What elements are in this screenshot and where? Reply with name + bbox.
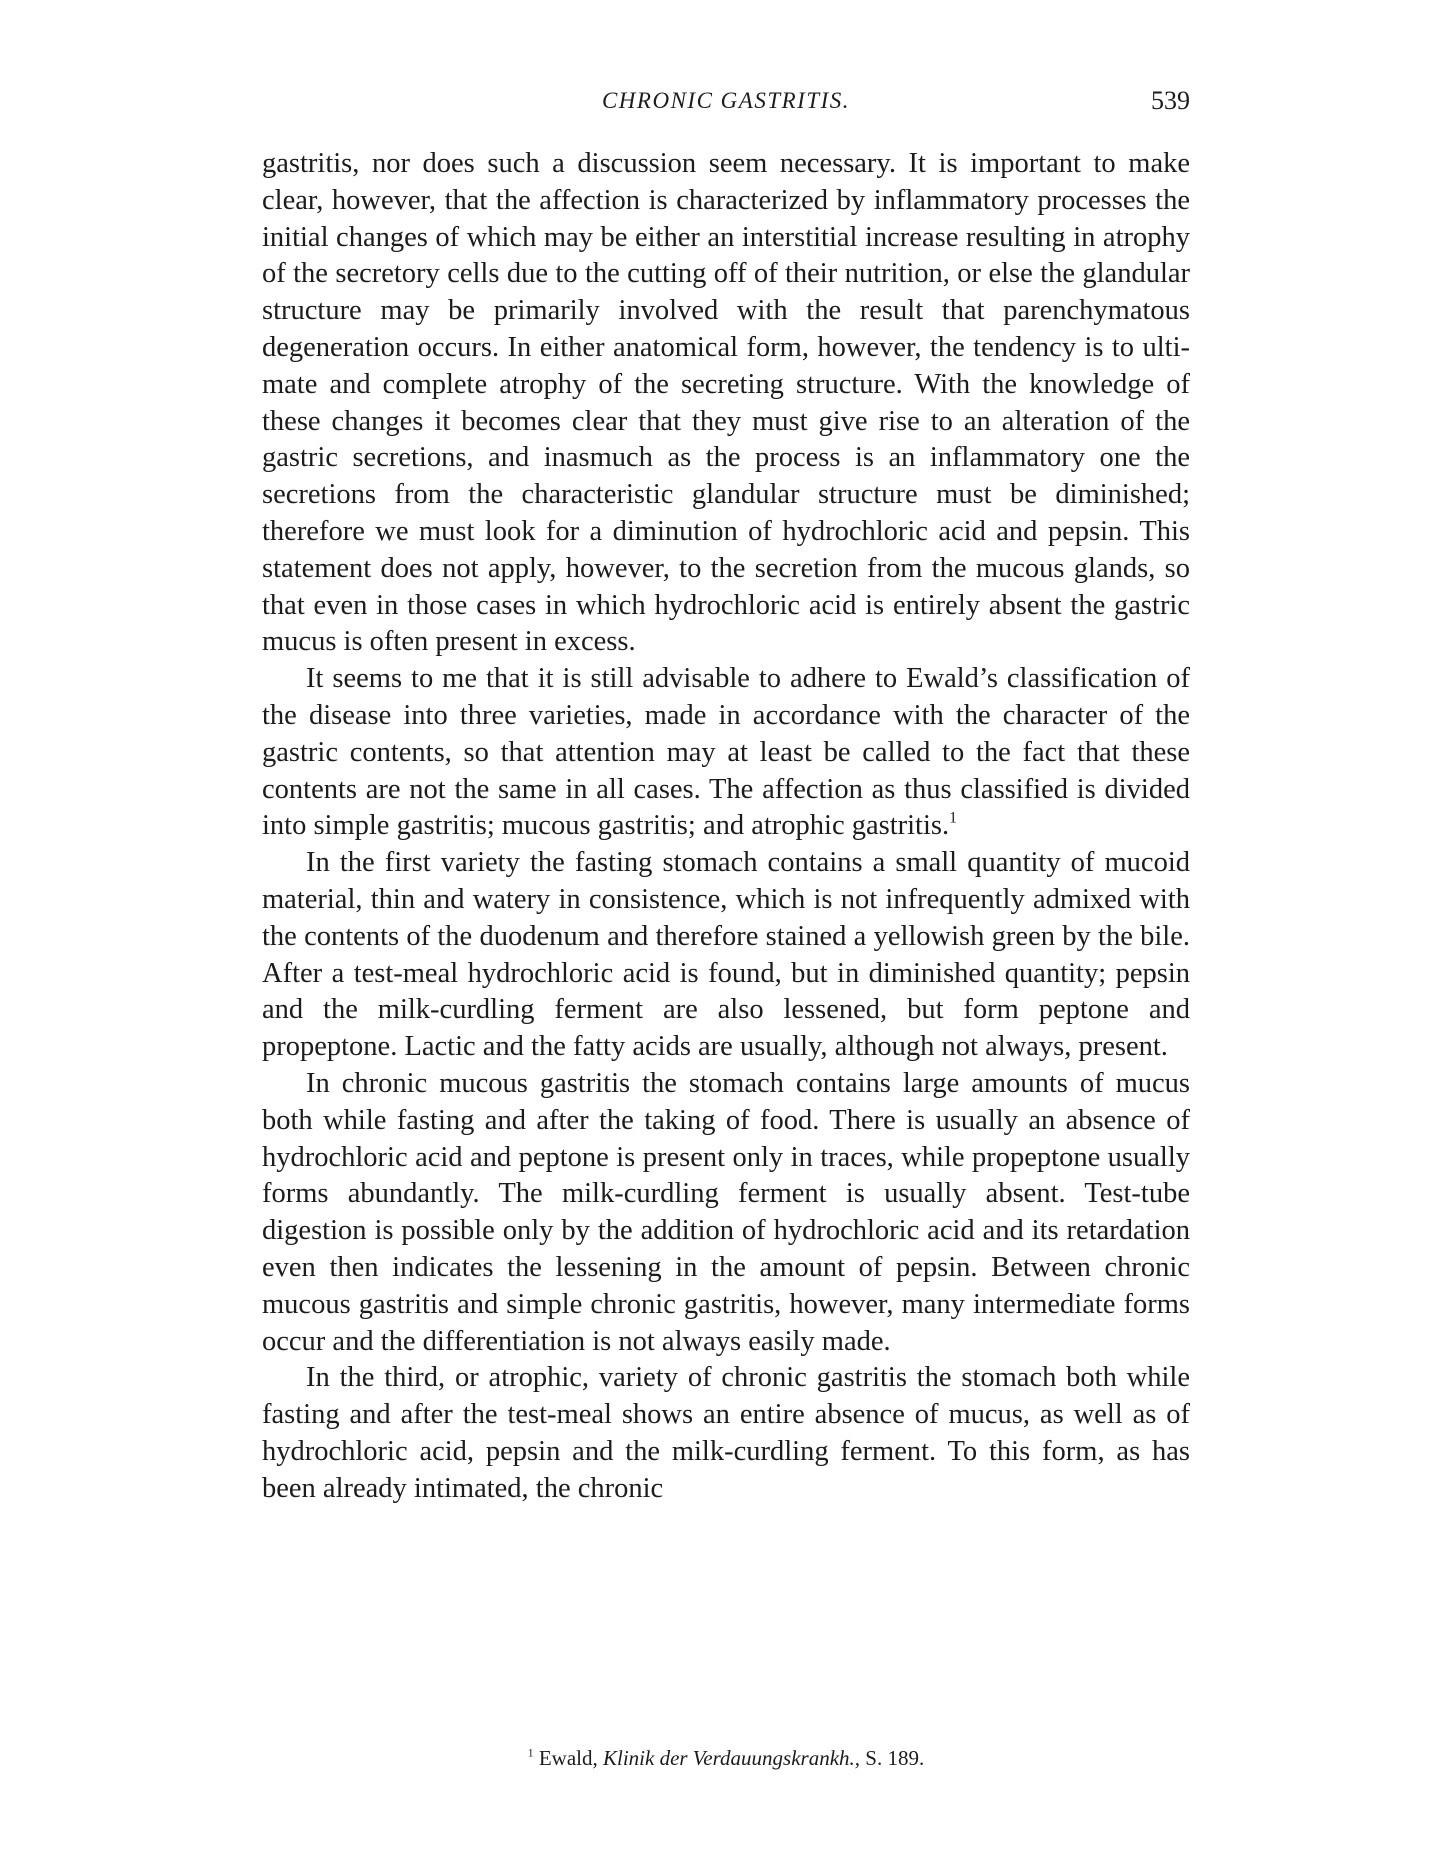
paragraph-text: It seems to me that it is still advisable to adhere to Ewald’s classification of the disease into three varieties, made in accordance with the character of the gastric contents, so that attention may at least be called to the fact that these contents are not the same in all cases. The affection as thus classified is divided into simple gastritis; mucous gastritis; and atrophic gastritis.: [262, 663, 1190, 842]
body-text: [262, 146, 1190, 1507]
paragraph-text: gastritis, nor does such a discussion seem necessary. It is important to make clear, however, that the affection is characterized by inflammatory processes the initial changes of which may be either an interstitial increase resulting in atrophy of the secretory cells due to the cutting off of their nutrition, or else the glandular structure may be primarily involved with the result that parenchymatous degeneration occurs. In either anatomical form, however, the tendency is to ultimate and complete atrophy of the secreting structure. With the knowledge of these changes it becomes clear that they must give rise to an alteration of the gastric secretions, and inasmuch as the process is an inflammatory one the secretions from the characteristic glandular structure must be diminished; therefore we must look for a diminution of hydrochloric acid and pepsin. This statement does not apply, however, to the secretion from the mucous glands, so that even in those cases in which hydrochloric acid is entirely absent the gastric mucus is often present in excess.: [262, 148, 1190, 658]
footnote-marker: 1: [527, 1747, 534, 1760]
paragraph: [262, 1360, 1190, 1507]
paragraph: [262, 661, 1190, 845]
running-head: [262, 86, 1190, 126]
footnote: [262, 1744, 1190, 1772]
paragraph-text: In chronic mucous gastritis the stomach contains large amounts of mucus both while fasting and after the taking of food. There is usually an absence of hydrochloric acid and peptone is present only in traces, while propeptone usually forms abundantly. The milk-curdling ferment is usually absent. Test-tube digestion is possible only by the addition of hydrochloric acid and its retardation even then indicates the lessening in the amount of pepsin. Between chronic mucous gastritis and simple chronic gastritis, however, many intermediate forms occur and the differentiation is not always easily made.: [262, 1067, 1190, 1357]
paragraph-text: In the third, or atrophic, variety of chronic gastritis the stomach both while fasting and after the test-meal shows an entire absence of mucus, as well as of hydrochloric acid, pepsin and the milk-curdling ferment. To this form, as has been already intimated, the chronic: [262, 1362, 1190, 1504]
paragraph: [262, 845, 1190, 1066]
page-number: 539: [1151, 86, 1190, 115]
paragraph-continued: [262, 146, 1190, 661]
paragraph-text: In the first variety the fasting stomach contains a small quantity of mucoid material, thin and watery in consistence, which is not infrequently admixed with the contents of the duodenum and therefore stained a yellowish green by the bile. After a test-meal hydrochloric acid is found, but in diminished quantity; pepsin and the milk-curdling ferment are also lessened, but form peptone and propeptone. Lactic and the fatty acids are usually, although not always, present.: [262, 847, 1190, 1063]
paragraph: [262, 1066, 1190, 1360]
footnote-reference: 1: [949, 809, 957, 827]
running-title: CHRONIC GASTRITIS.: [601, 88, 851, 113]
footnote-page-ref: S. 189.: [865, 1746, 925, 1770]
footnote-title: Klinik der Verdauungskrankh.,: [602, 1746, 861, 1770]
footnote-author: Ewald,: [538, 1746, 598, 1770]
